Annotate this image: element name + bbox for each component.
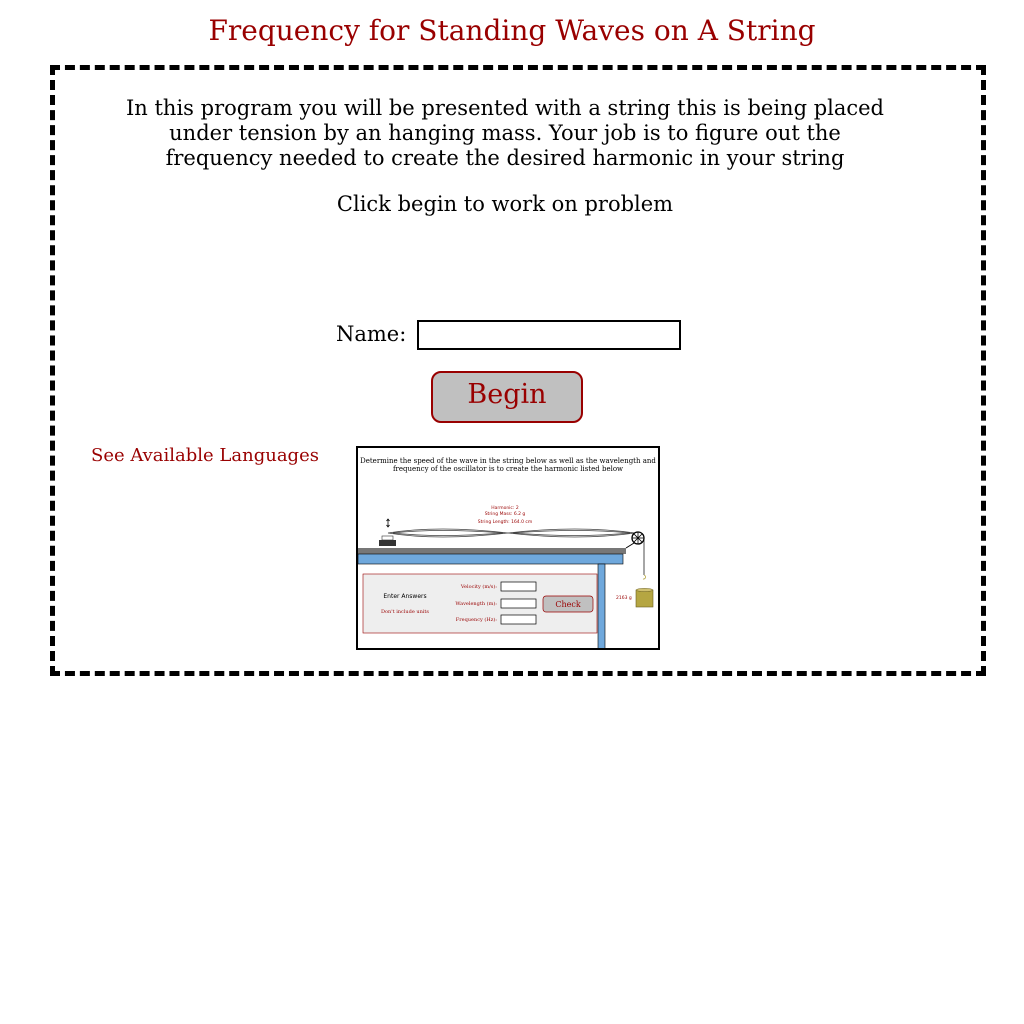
preview-string-mass: String Mass: 6.2 g (484, 512, 526, 517)
name-input[interactable] (417, 320, 681, 350)
intro-line-1: In this program you will be presented with a string this is being placed (126, 96, 884, 120)
preview-harmonic: Harmonic: 2 (491, 506, 519, 511)
oscillator-arrow-icon (387, 519, 390, 527)
hanging-mass-top (636, 588, 653, 591)
enter-answers-label: Enter Answers (383, 593, 427, 600)
table-leg (598, 564, 605, 648)
intro-line-2: under tension by an hanging mass. Your job is to figure out the (169, 121, 841, 145)
oscillator-top (382, 536, 393, 540)
velocity-field (501, 582, 536, 591)
preview-instructions-1: Determine the speed of the wave in the string below as well as the wavelength and (360, 457, 656, 465)
wavelength-field (501, 599, 536, 608)
hook-icon (643, 575, 646, 579)
wavelength-label: Wavelength (m): (455, 601, 497, 607)
see-languages-link[interactable]: See Available Languages (91, 445, 319, 466)
begin-button[interactable]: Begin (431, 371, 583, 423)
table-top (358, 548, 626, 554)
table-body (358, 554, 623, 564)
pulley-icon (626, 532, 644, 548)
frequency-field (501, 615, 536, 624)
frequency-label: Frequency (Hz): (455, 617, 497, 623)
preview-string-length: String Length: 164.0 cm (477, 520, 533, 525)
hanging-mass-label: 2163 g (616, 596, 632, 601)
standing-wave (388, 529, 635, 537)
hanging-mass (636, 590, 653, 607)
no-units-note: Don't include units (380, 609, 430, 615)
name-label: Name: (336, 322, 407, 346)
preview-illustration (358, 448, 658, 648)
oscillator (379, 540, 396, 546)
check-button-label: Check (555, 600, 581, 609)
intro-text (55, 96, 955, 171)
preview-instructions-2: frequency of the oscillator is to create the harmonic listed below (392, 465, 624, 473)
page-title: Frequency for Standing Waves on A String (208, 14, 816, 47)
intro-line-3: frequency needed to create the desired harmonic in your string (165, 146, 845, 170)
velocity-label: Velocity (m/s): (460, 584, 497, 590)
click-hint: Click begin to work on problem (336, 192, 674, 216)
preview-image (356, 446, 660, 650)
